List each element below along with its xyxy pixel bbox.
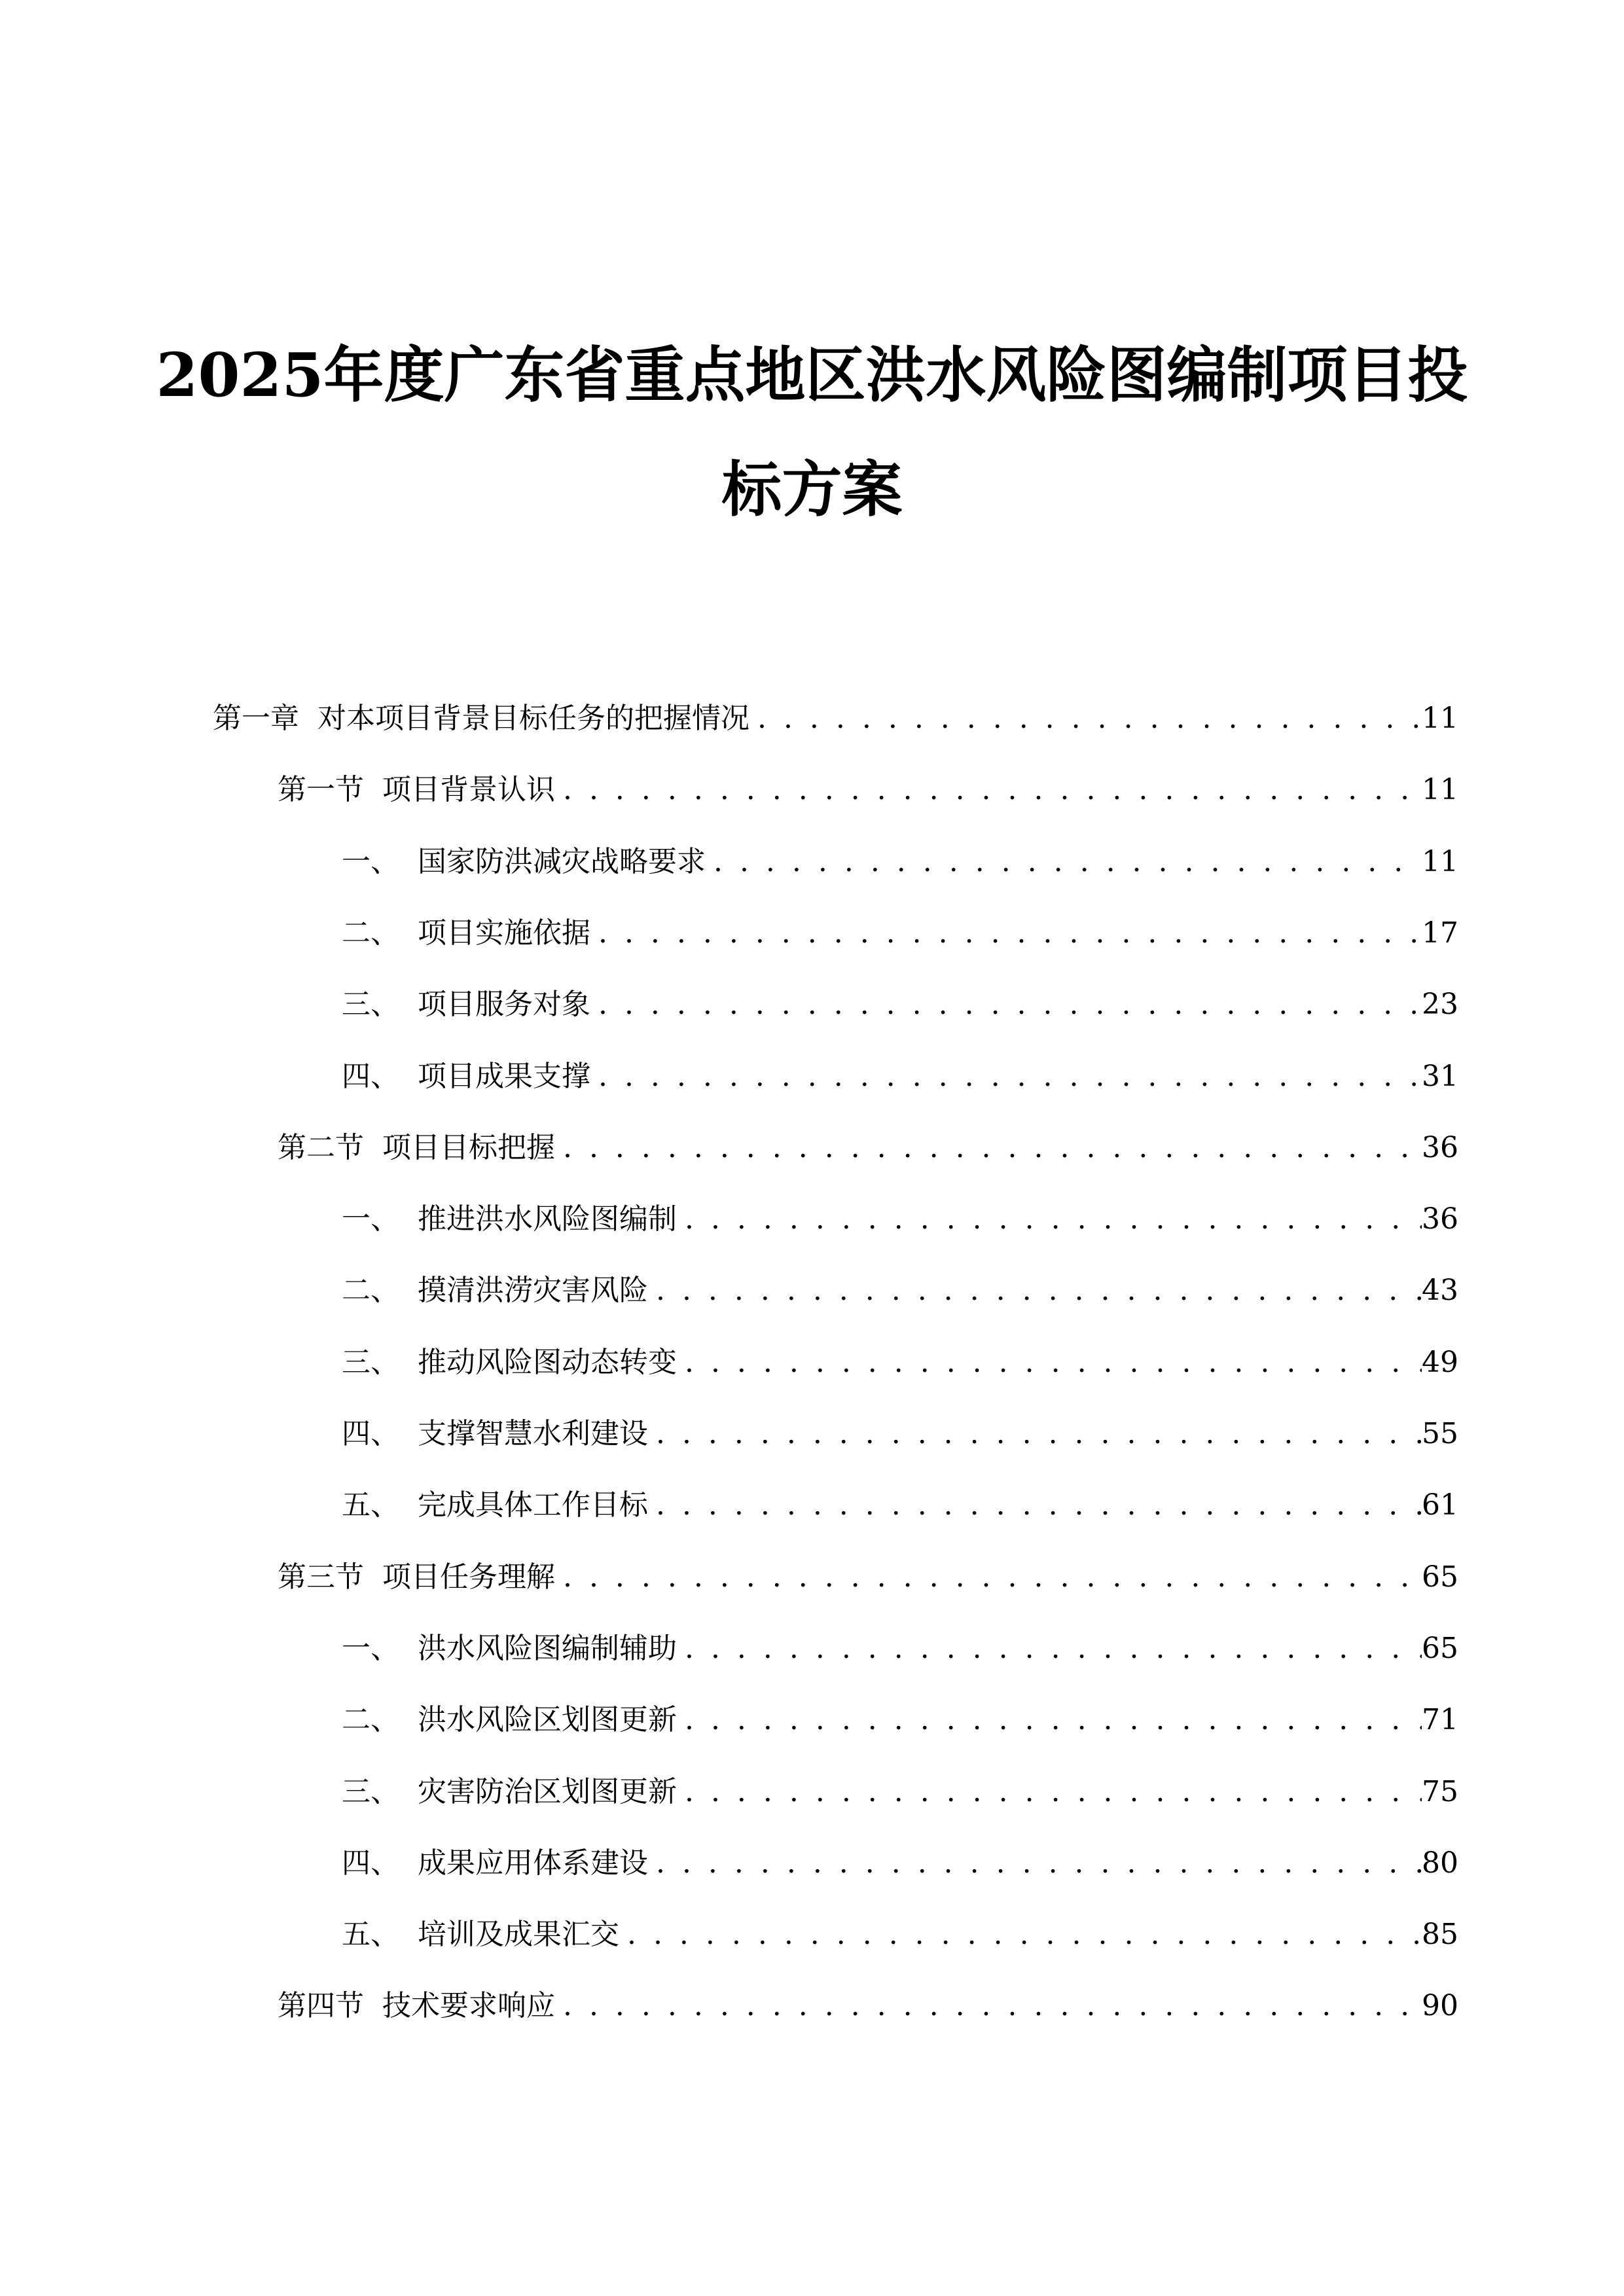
toc-entry-page-number: 17 [1422, 916, 1458, 950]
toc-entry[interactable] [342, 1700, 1458, 1740]
toc-entry-label: 五、 培训及成果汇交 [342, 1918, 619, 1951]
toc-dot-leader [590, 985, 1422, 1024]
toc-entry[interactable] [278, 1128, 1458, 1168]
toc-dot-leader [706, 842, 1422, 882]
toc-dot-leader [677, 1200, 1422, 1239]
toc-entry[interactable] [278, 1558, 1458, 1597]
document-title-line-1: 2025年度广东省重点地区洪水风险图编制项目投 [156, 340, 1468, 410]
toc-entry-page-number: 75 [1422, 1775, 1458, 1808]
toc-entry-label: 四、 成果应用体系建设 [342, 1846, 648, 1880]
toc-entry-label: 一、 国家防洪减灾战略要求 [342, 845, 706, 878]
toc-entry-page-number: 11 [1422, 845, 1458, 878]
toc-entry-page-number: 65 [1422, 1632, 1458, 1665]
toc-entry-label: 二、 洪水风险区划图更新 [342, 1703, 677, 1736]
toc-dot-leader [555, 1986, 1422, 2026]
toc-dot-leader [648, 1844, 1422, 1883]
toc-dot-leader [648, 1414, 1422, 1454]
toc-entry-label: 一、 推进洪水风险图编制 [342, 1202, 677, 1236]
toc-dot-leader [619, 1915, 1422, 1954]
toc-dot-leader [590, 1057, 1422, 1096]
toc-entry[interactable] [278, 1986, 1458, 2026]
toc-entry-label: 二、 摸清洪涝灾害风险 [342, 1274, 648, 1307]
toc-entry-page-number: 31 [1422, 1060, 1458, 1093]
toc-dot-leader [677, 1772, 1422, 1812]
toc-entry-page-number: 23 [1422, 988, 1458, 1021]
toc-entry[interactable] [342, 1772, 1458, 1812]
toc-entry[interactable] [342, 985, 1458, 1024]
toc-dot-leader [677, 1343, 1422, 1382]
toc-entry-label: 一、 洪水风险图编制辅助 [342, 1632, 677, 1665]
toc-entry-label: 第一节 项目背景认识 [278, 773, 555, 806]
toc-dot-leader [590, 914, 1422, 953]
toc-entry-page-number: 55 [1422, 1417, 1458, 1450]
toc-dot-leader [648, 1271, 1422, 1310]
toc-entry-page-number: 80 [1422, 1846, 1458, 1880]
toc-entry[interactable] [342, 1200, 1458, 1239]
toc-dot-leader [677, 1629, 1422, 1668]
toc-entry-page-number: 85 [1422, 1918, 1458, 1951]
toc-entry[interactable] [278, 770, 1458, 810]
toc-entry-label: 三、 推动风险图动态转变 [342, 1346, 677, 1379]
toc-entry-page-number: 65 [1422, 1560, 1458, 1594]
toc-entry[interactable] [342, 1057, 1458, 1096]
toc-entry-label: 第二节 项目目标把握 [278, 1131, 555, 1164]
toc-entry[interactable] [342, 1343, 1458, 1382]
toc-entry-page-number: 36 [1422, 1202, 1458, 1236]
toc-dot-leader [677, 1700, 1422, 1740]
toc-entry-page-number: 36 [1422, 1131, 1458, 1164]
toc-entry-label: 二、 项目实施依据 [342, 916, 590, 950]
document-title-line-2: 标方案 [721, 454, 903, 525]
toc-entry-label: 五、 完成具体工作目标 [342, 1488, 648, 1522]
toc-entry-label: 三、 项目服务对象 [342, 988, 590, 1021]
toc-entry[interactable] [342, 1844, 1458, 1883]
toc-entry-page-number: 43 [1422, 1274, 1458, 1307]
toc-entry-label: 第三节 项目任务理解 [278, 1560, 555, 1594]
toc-entry-label: 三、 灾害防治区划图更新 [342, 1775, 677, 1808]
toc-dot-leader [555, 770, 1422, 810]
toc-entry[interactable] [342, 842, 1458, 882]
toc-entry[interactable] [342, 1629, 1458, 1668]
toc-entry-label: 第四节 技术要求响应 [278, 1989, 555, 2022]
toc-entry-label: 四、 支撑智慧水利建设 [342, 1417, 648, 1450]
toc-dot-leader [648, 1486, 1422, 1525]
toc-entry[interactable] [342, 1486, 1458, 1525]
toc-dot-leader [749, 699, 1422, 738]
toc-entry-label: 四、 项目成果支撑 [342, 1060, 590, 1093]
toc-entry[interactable] [213, 699, 1458, 738]
toc-entry-page-number: 11 [1422, 702, 1458, 735]
toc-entry-page-number: 49 [1422, 1346, 1458, 1379]
toc-entry-label: 第一章 对本项目背景目标任务的把握情况 [213, 702, 749, 735]
toc-entry-page-number: 71 [1422, 1703, 1458, 1736]
toc-dot-leader [555, 1558, 1422, 1597]
toc-entry[interactable] [342, 1414, 1458, 1454]
toc-entry-page-number: 11 [1422, 773, 1458, 806]
toc-entry[interactable] [342, 1915, 1458, 1954]
toc-entry-page-number: 61 [1422, 1488, 1458, 1522]
toc-entry-page-number: 90 [1422, 1989, 1458, 2022]
toc-entry[interactable] [342, 1271, 1458, 1310]
toc-dot-leader [555, 1128, 1422, 1168]
toc-entry[interactable] [342, 914, 1458, 953]
